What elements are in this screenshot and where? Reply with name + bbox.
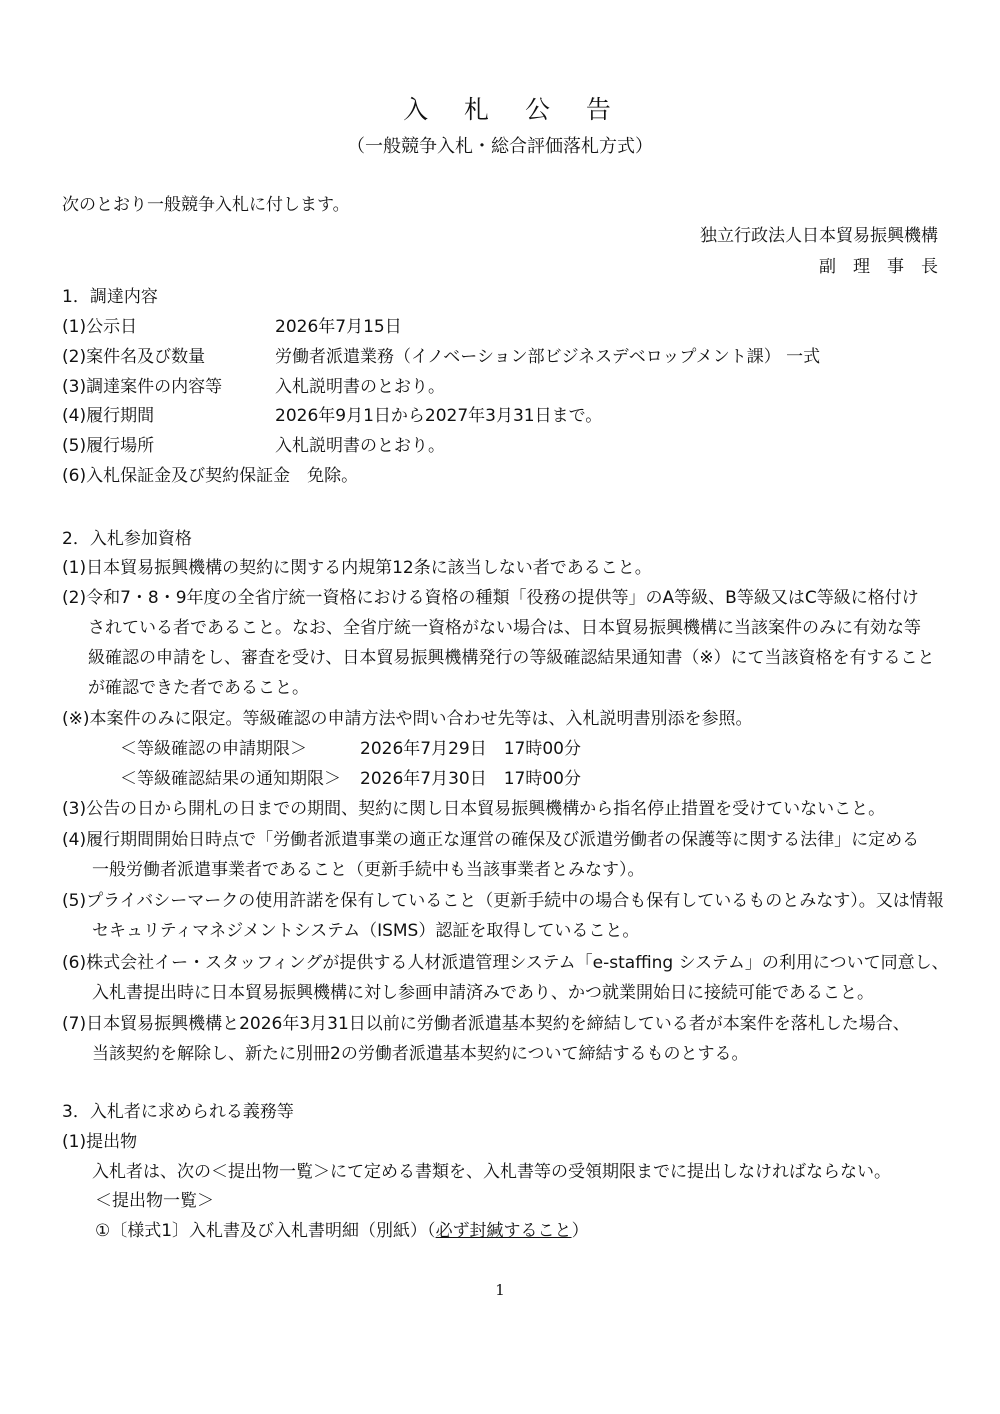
section-1-item-6: (6)入札保証金及び契約保証金 免除。 [62,466,359,486]
section-2-paragraph: (1)日本貿易振興機構の契約に関する内規第12条に該当しない者であること。 [62,558,652,578]
section-1-item-value: 入札説明書のとおり。 [275,377,445,397]
section-2-paragraph: 一般労働者派遣事業者であること（更新手続中も当該事業者とみなす）。 [92,860,645,880]
section-2-paragraph: 入札書提出時に日本貿易振興機構に対し参画申請済みであり、かつ就業開始日に接続可能であること。 [92,983,874,1003]
deadline-value: 2026年7月29日 17時00分 [360,739,581,759]
section-2-heading: 2．入札参加資格 [62,529,192,549]
deadline-label: ＜等級確認の申請期限＞ [120,739,307,759]
submission-list-item [95,1220,589,1242]
section-3-heading: 3．入札者に求められる義務等 [62,1102,294,1122]
section-3-subheading: (1)提出物 [62,1132,138,1152]
submission-item-suffix: ） [571,1221,589,1241]
deadline-label: ＜等級確認結果の通知期限＞ [120,769,341,789]
section-2-paragraph: (3)公告の日から開札の日までの期間、契約に関し日本貿易振興機構から指名停止措置を受けていないこと。 [62,799,886,819]
section-2-paragraph: 当該契約を解除し、新たに別冊2の労働者派遣基本契約について締結するものとする。 [92,1044,749,1064]
section-2-paragraph: (4)履行期間開始日時点で「労働者派遣事業の適正な運営の確保及び派遣労働者の保護等に関する法律」に定める [62,830,920,850]
section-1-heading: 1．調達内容 [62,287,158,307]
deadline-value: 2026年7月30日 17時00分 [360,769,581,789]
section-2-paragraph: (6)株式会社イー・スタッフィングが提供する人材派遣管理システム「e-staffing システム」の利用について同意し、 [62,953,949,973]
section-2-paragraph: 級確認の申請をし、審査を受け、日本貿易振興機構発行の等級確認結果通知書（※）にて当該資格を有すること [88,648,935,668]
document-subtitle: （一般競争入札・総合評価落札方式） [347,136,653,157]
section-2-paragraph: (7)日本貿易振興機構と2026年3月31日以前に労働者派遣基本契約を締結している者が本案件を落札した場合、 [62,1014,910,1034]
section-1-item-label: (4)履行期間 [62,406,155,426]
section-1-item-label: (3)調達案件の内容等 [62,377,223,397]
section-2-note: (※)本案件のみに限定。等級確認の申請方法や問い合わせ先等は、入札説明書別添を参照。 [62,709,753,729]
submission-item-prefix: ①〔様式1〕入札書及び入札書明細（別紙）（ [95,1221,436,1241]
section-2-paragraph: (2)令和7・8・9年度の全省庁統一資格における資格の種類「役務の提供等」のA等級、B等級又はC等級に格付け [62,588,919,608]
submission-item-emphasis: 必ず封緘すること [435,1221,572,1241]
document-title: 入 札 公 告 [403,95,625,124]
official-title: 副 理 事 長 [819,257,938,277]
section-2-paragraph: セキュリティマネジメントシステム（ISMS）認証を取得していること。 [92,921,640,941]
section-1-item-label: (5)履行場所 [62,436,155,456]
section-1-item-value: 労働者派遣業務（イノベーション部ビジネスデベロップメント課） 一式 [275,347,821,367]
section-2-paragraph: が確認できた者であること。 [88,678,309,698]
section-1-item-label: (1)公示日 [62,317,138,337]
section-3-text: 入札者は、次の＜提出物一覧＞にて定める書類を、入札書等の受領期限までに提出しなければならない。 [92,1162,891,1182]
page-number: 1 [495,1281,505,1299]
section-2-paragraph: されている者であること。なお、全省庁統一資格がない場合は、日本貿易振興機構に当該案件のみに有効な等 [88,618,921,638]
submission-list-heading: ＜提出物一覧＞ [95,1191,214,1211]
section-1-item-value: 2026年9月1日から2027年3月31日まで。 [275,406,603,426]
intro-text: 次のとおり一般競争入札に付します。 [62,195,350,215]
section-1-item-value: 入札説明書のとおり。 [275,436,445,456]
section-1-item-value: 2026年7月15日 [275,317,402,337]
section-2-paragraph: (5)プライバシーマークの使用許諾を保有していること（更新手続中の場合も保有しているものとみなす）。又は情報 [62,891,944,911]
organization-name: 独立行政法人日本貿易振興機構 [700,226,938,246]
section-1-item-label: (2)案件名及び数量 [62,347,206,367]
